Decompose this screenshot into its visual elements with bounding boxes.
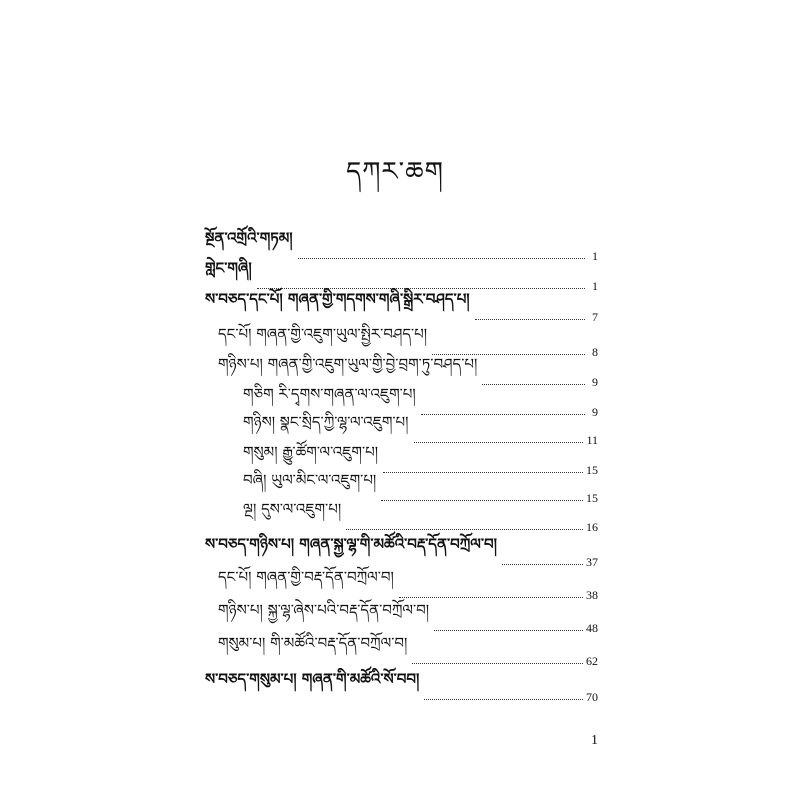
toc-entry-label: དང་པོ། གཞན་གྱི་འཇུག་ཡུལ་སྤྱིར་བཤད་པ། — [218, 325, 428, 343]
toc-entry-page: 11 — [586, 433, 598, 447]
dot-leader — [424, 699, 583, 700]
dot-leader — [482, 384, 585, 385]
toc-entry-page: 48 — [586, 621, 598, 635]
toc-entry-page: 70 — [586, 690, 598, 704]
toc-entry-label: གཅིག རི་དྭགས་གཞན་ལ་འཇུག་པ། — [243, 385, 416, 403]
dot-leader — [421, 414, 585, 415]
toc-entry-page: 1 — [592, 279, 598, 293]
toc-entry-page: 8 — [592, 345, 598, 359]
toc-entry-page: 38 — [586, 588, 598, 602]
toc-entry-page: 62 — [586, 654, 598, 668]
dot-leader — [412, 663, 583, 664]
toc-entry-page: 15 — [586, 463, 598, 477]
toc-entry-label: ས་བཅད་གསུམ་པ། གཞན་གི་མཚོའི་སོ་བབ། — [205, 670, 420, 688]
toc-entry-page: 9 — [592, 405, 598, 419]
toc-entry-label: གཉིས། སྣང་སྲིད་ཀྱི་ལྷ་ལ་འཇུག་པ། — [243, 413, 409, 431]
toc-entry-label: གཉིས་པ། གཞན་གྱི་འཇུག་ཡུལ་གྱི་བྱེ་བྲག་ཏུ་བཤད་པ། — [218, 355, 478, 373]
toc-entry-label: དང་པོ། གཞན་གྱི་བརྡ་དོན་བཀྲོལ་བ། — [218, 568, 394, 586]
toc-entry-label: ལྔ། དུས་ལ་འཇུག་པ། — [243, 500, 342, 518]
toc-entry-label: གླེང་གཞི། — [205, 259, 252, 277]
toc-entry-label: བཞི། ཡུལ་མིང་ལ་འཇུག་པ། — [243, 471, 377, 489]
toc-entry-page: 7 — [592, 310, 598, 324]
toc-entry-page: 16 — [586, 520, 598, 534]
toc-entry-page: 15 — [586, 491, 598, 505]
page-title: དཀར་ཆག — [346, 157, 444, 187]
toc-entry-label: ས་བཅད་གཉིས་པ། གཞན་སྐྱ་ལྷ་གི་མཚོའི་བརྡ་དོན་བཀྲོལ་བ། — [205, 535, 497, 553]
toc-entry-page: 37 — [586, 555, 598, 569]
dot-leader — [383, 472, 583, 473]
toc-entry-page: 9 — [592, 375, 598, 389]
dot-leader — [475, 319, 585, 320]
toc-entry-label: གསུམ་པ། གི་མཚོའི་བརྡ་དོན་བཀྲོལ་བ། — [218, 634, 408, 652]
page-number: 1 — [591, 733, 598, 748]
toc-entry[interactable] — [205, 229, 598, 264]
dot-leader — [414, 442, 584, 443]
toc-entry-label: ས་བཅད་དང་པོ། གཞན་གྱི་གདགས་གཞི་སྒྲིར་བཤད་པ། — [205, 290, 470, 308]
toc-entry-label: སྔོན་འགྲོའི་གཏམ། — [205, 229, 293, 247]
dot-leader — [502, 564, 583, 565]
dot-leader — [434, 630, 583, 631]
toc-entry[interactable] — [205, 670, 598, 705]
dot-leader — [298, 258, 585, 259]
dot-leader — [381, 500, 583, 501]
toc-entry-label: གསུམ། རྒྱུ་ཚོག་ལ་འཇུག་པ། — [243, 443, 379, 461]
toc-entry-page: 1 — [592, 249, 598, 263]
toc-entry-label: གཉིས་པ། སྐྱ་ལྷ་ཞེས་པའི་བརྡ་དོན་བཀྲོལ་བ། — [218, 601, 430, 619]
